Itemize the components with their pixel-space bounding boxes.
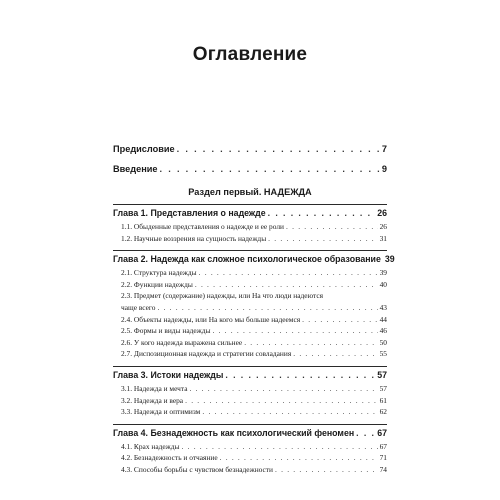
chapter-page: 57 <box>377 369 387 380</box>
subentry-label: 2.4. Объекты надежды, или На кого мы больше надеемся <box>121 314 301 324</box>
dot-leader <box>182 441 378 453</box>
toc-subentry-2-3-line1[interactable]: 2.3. Предмет (содержание) надежды, или На что люди надеются <box>121 291 323 301</box>
dot-leader <box>286 221 378 233</box>
subentry-label: 3.1. Надежда и мечта <box>121 383 188 393</box>
dot-leader <box>302 314 377 326</box>
table-of-contents <box>113 139 395 476</box>
subentry-label: 4.2. Безнадежность и отчаяние <box>121 453 218 463</box>
subentry-label: чаще всего <box>121 302 156 312</box>
toc-entry-introduction[interactable] <box>113 159 387 179</box>
dot-leader <box>195 279 378 291</box>
chapter-label: Глава 2. Надежда как сложное психологическое образование <box>113 254 381 265</box>
subentry-label: 3.3. Надежда и оптимизм <box>121 407 201 417</box>
toc-entry-label: Предисловие <box>113 144 175 154</box>
subentry-page: 55 <box>379 349 387 359</box>
subentry-label: 4.1. Крах надежды <box>121 441 180 451</box>
subentry-page: 40 <box>379 279 387 289</box>
toc-subentry-2-2[interactable] <box>113 279 387 291</box>
toc-subentry-2-3[interactable] <box>113 302 387 314</box>
dot-leader <box>160 159 380 179</box>
subentry-label: 4.3. Способы борьбы с чувством безнадежности <box>121 464 273 474</box>
toc-subentry-3-3[interactable] <box>113 406 387 418</box>
dot-leader <box>268 205 376 221</box>
subentry-label: 3.2. Надежда и вера <box>121 395 184 405</box>
subentry-page: 74 <box>379 464 387 474</box>
toc-entry-page: 9 <box>381 164 387 174</box>
toc-subentry-4-1[interactable] <box>113 441 387 453</box>
toc-entry-page: 7 <box>381 144 387 154</box>
subentry-label: 2.5. Формы и виды надежды <box>121 326 211 336</box>
subentry-page: 67 <box>379 441 387 451</box>
section-title: Раздел первый. НАДЕЖДА <box>188 187 312 197</box>
subentry-page: 46 <box>379 326 387 336</box>
chapter-label: Глава 1. Представления о надежде <box>113 208 266 218</box>
dot-leader <box>212 325 377 337</box>
subentry-page: 43 <box>379 302 387 312</box>
toc-chapter-2[interactable] <box>113 250 395 267</box>
toc-entry-preface[interactable] <box>113 139 387 159</box>
subentry-page: 44 <box>379 314 387 324</box>
dot-leader <box>202 406 377 418</box>
dot-leader <box>244 337 377 349</box>
toc-subentry-4-2[interactable] <box>113 452 387 464</box>
dot-leader <box>157 302 377 314</box>
subentry-page: 71 <box>379 453 387 463</box>
subentry-page: 39 <box>379 268 387 278</box>
toc-subentry-2-1[interactable] <box>113 267 387 279</box>
toc-subentry-3-1[interactable] <box>113 383 387 395</box>
toc-subentry-4-3[interactable] <box>113 464 387 476</box>
subentry-label: 1.2. Научные воззрения на сущность надежды <box>121 233 267 243</box>
toc-subentry-3-2[interactable] <box>113 395 387 407</box>
chapter-page: 39 <box>384 254 395 265</box>
dot-leader <box>356 425 375 441</box>
dot-leader <box>189 383 377 395</box>
subentry-label: 2.1. Структура надежды <box>121 268 197 278</box>
toc-chapter-1[interactable] <box>113 204 387 221</box>
toc-subentry-2-5[interactable] <box>113 325 387 337</box>
subentry-page: 50 <box>379 337 387 347</box>
subentry-label: 1.1. Обыденные представления о надежде и ее роли <box>121 222 284 231</box>
dot-leader <box>220 452 378 464</box>
chapter-label: Глава 3. Истоки надежды <box>113 369 224 380</box>
dot-leader <box>199 267 378 279</box>
toc-subentry-2-4[interactable] <box>113 314 387 326</box>
toc-entry-label: Введение <box>113 164 158 174</box>
subentry-label: 2.7. Диспозиционная надежда и стратегии совладания <box>121 349 292 359</box>
dot-leader <box>225 367 375 383</box>
toc-chapter-4[interactable] <box>113 424 387 441</box>
page-title: Оглавление <box>192 44 308 65</box>
dot-leader <box>185 395 378 407</box>
subentry-page: 26 <box>379 222 387 231</box>
subentry-page: 31 <box>379 233 387 243</box>
subentry-label: 2.2. Функции надежды <box>121 279 193 289</box>
toc-chapter-3[interactable] <box>113 366 387 383</box>
subentry-label: 2.6. У кого надежда выражена сильнее <box>121 337 243 347</box>
toc-subentry-2-7[interactable] <box>113 348 387 360</box>
chapter-page: 67 <box>377 427 387 438</box>
dot-leader <box>177 139 380 159</box>
subentry-page: 57 <box>379 383 387 393</box>
subentry-page: 61 <box>379 395 387 405</box>
toc-subentry-1-2[interactable] <box>113 233 387 245</box>
dot-leader <box>293 348 377 360</box>
dot-leader <box>275 464 378 476</box>
dot-leader <box>268 233 377 245</box>
subentry-page: 62 <box>379 407 387 417</box>
chapter-page: 26 <box>377 208 387 218</box>
toc-subentry-2-6[interactable] <box>113 337 387 349</box>
toc-subentry-1-1[interactable] <box>113 221 387 233</box>
chapter-label: Глава 4. Безнадежность как психологический феномен <box>113 427 355 438</box>
